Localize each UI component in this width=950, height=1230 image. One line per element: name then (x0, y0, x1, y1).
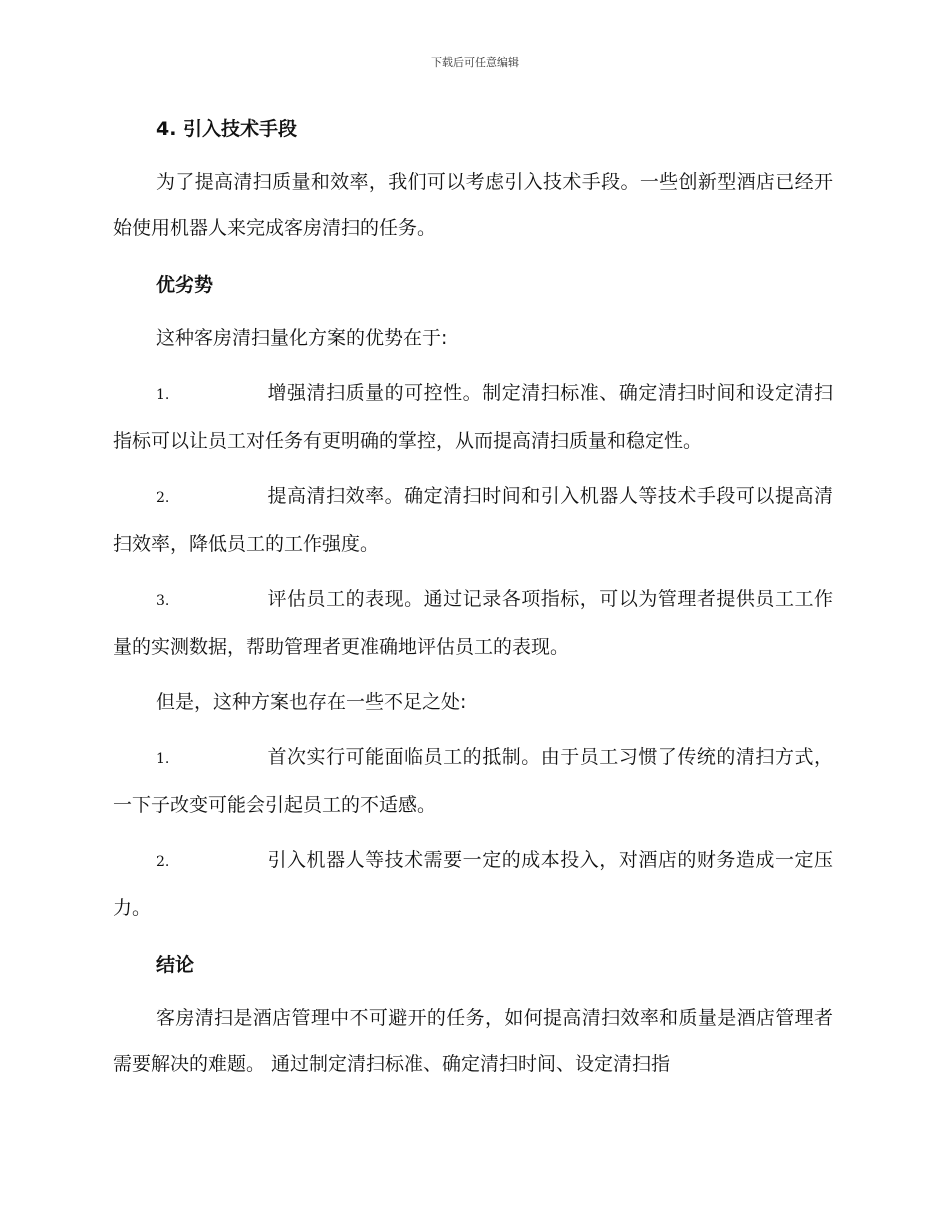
section-heading-conclusion: 结论 (156, 954, 195, 976)
document-body (113, 104, 833, 1096)
list-item-text: 增强清扫质量的可控性。制定清扫标准、确定清扫时间和设定清扫指标可以让员工对任务有更明确的掌控，从而提高清扫质量和稳定性。 (113, 382, 833, 452)
list-item-pro-2 (113, 473, 833, 567)
list-number: 1. (156, 387, 170, 403)
list-item-text: 评估员工的表现。通过记录各项指标，可以为管理者提供员工工作量的实测数据，帮助管理者更准确地评估员工的表现。 (113, 588, 833, 658)
list-item-text: 引入机器人等技术需要一定的成本投入，对酒店的财务造成一定压力。 (113, 849, 833, 919)
list-number: 2. (156, 854, 170, 870)
list-item-con-2 (113, 837, 833, 931)
paragraph-tech: 为了提高清扫质量和效率，我们可以考虑引入技术手段。一些创新型酒店已经开始使用机器人来完成客房清扫的任务。 (113, 171, 833, 239)
list-item-text: 提高清扫效率。确定清扫时间和引入机器人等技术手段可以提高清扫效率，降低员工的工作强度。 (113, 485, 833, 555)
page-header-note: 下载后可任意编辑 (431, 56, 519, 69)
paragraph-cons-intro: 但是，这种方案也存在一些不足之处: (156, 691, 467, 713)
section-heading-tech: 4. 引入技术手段 (156, 118, 298, 140)
list-item-con-1 (113, 734, 833, 828)
list-item-pro-3 (113, 576, 833, 670)
list-item-pro-1 (113, 370, 833, 464)
list-number: 2. (156, 490, 170, 506)
paragraph-conclusion: 客房清扫是酒店管理中不可避开的任务，如何提高清扫效率和质量是酒店管理者需要解决的难题。 通过制定清扫标准、确定清扫时间、设定清扫指 (113, 1007, 833, 1075)
section-heading-pros-cons: 优劣势 (156, 274, 214, 296)
list-number: 1. (156, 751, 170, 767)
list-item-text: 首次实行可能面临员工的抵制。由于员工习惯了传统的清扫方式，一下子改变可能会引起员工的不适感。 (113, 746, 833, 816)
paragraph-pros-intro: 这种客房清扫量化方案的优势在于: (156, 327, 448, 349)
list-number: 3. (156, 593, 170, 609)
